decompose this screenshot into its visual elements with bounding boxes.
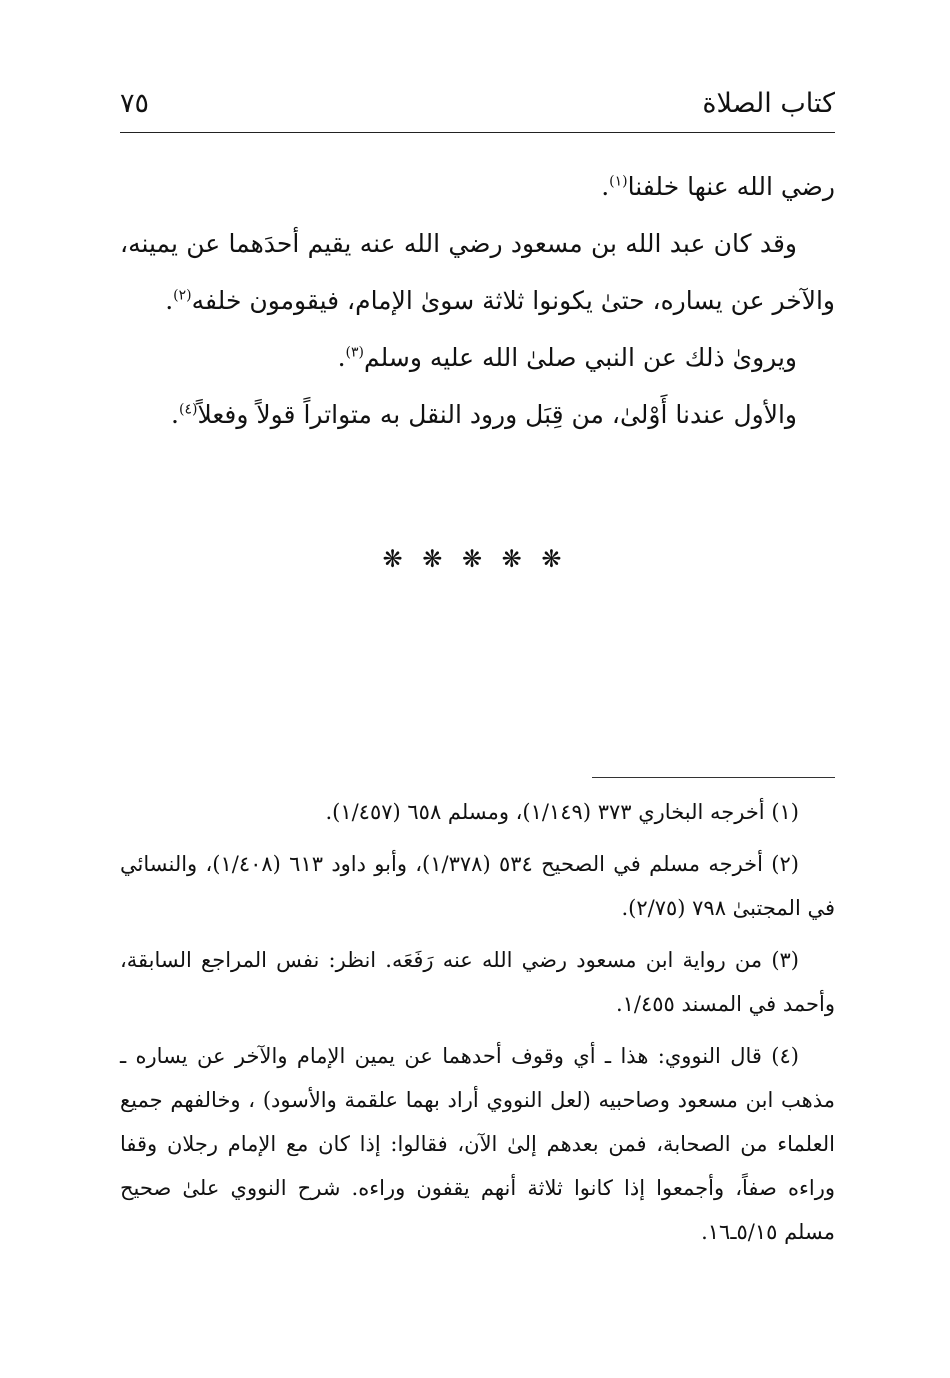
paragraph-4 [120,386,835,443]
chapter-title: كتاب الصلاة [702,88,835,119]
footnote-3: (٣) من رواية ابن مسعود رضي الله عنه رَفَعَه. انظر: نفس المراجع السابقة، وأحمد في المسند ١/٤٥٥. [120,948,835,1016]
paragraph-1-end: . [601,172,610,201]
footnote-1: (١) أخرجه البخاري ٣٧٣ (١/١٤٩)، ومسلم ٦٥٨ (١/٤٥٧). [325,800,799,824]
footnotes [120,790,835,1262]
footnote-ref-4[interactable]: (٤) [178,401,198,418]
paragraph-3-end: . [337,343,346,372]
paragraph-2-end: . [165,286,174,315]
page-number: ٧٥ [120,88,150,119]
main-text [120,158,835,443]
paragraph-1-text: رضي الله عنها خلفنا [627,172,835,201]
footnote-ref-3[interactable]: (٣) [345,344,364,361]
header-rule [120,132,835,133]
paragraph-2-text: وقد كان عبد الله بن مسعود رضي الله عنه يقيم أحدَهما عن يمينه، والآخر عن يساره، حتىٰ يكونوا ثلاثة سوىٰ الإمام، فيقومون خلفه [120,229,835,315]
footnote-2: (٢) أخرجه مسلم في الصحيح ٥٣٤ (١/٣٧٨)، وأبو داود ٦١٣ (١/٤٠٨)، والنسائي في المجتبىٰ ٧٩٨ (٢/٧٥). [120,852,835,920]
running-header [120,88,835,132]
paragraph-3-text: ويروىٰ ذلك عن النبي صلىٰ الله عليه وسلم [363,343,797,372]
footnote-rule [592,777,835,778]
paragraph-4-text: والأول عندنا أَوْلىٰ، من قِبَل ورود النقل به متواتراً قولاً وفعلاً [197,400,797,429]
footnote-ref-2[interactable]: (٢) [173,287,192,304]
paragraph-2 [120,215,835,329]
paragraph-3 [120,329,835,386]
paragraph-1 [120,158,835,215]
footnote-ref-1[interactable]: (١) [609,173,628,190]
paragraph-4-end: . [171,400,179,429]
footnote-4: (٤) قال النووي: هذا ـ أي وقوف أحدهما عن يمين الإمام والآخر عن يساره ـ مذهب ابن مسعود وصاحبيه (لعل النووي أراد بهما علقمة والأسود) ، وخالفهم جميع العلماء من الصحابة، فمن بعدهم إلىٰ الآن، فقالوا: إذا كان مع الإمام رجلان وقفا وراءه صفاً، وأجمعوا إذا كانوا ثلاثة أنهم يقفون وراءه. شرح النووي علىٰ صحيح مسلم ٥/١٥ـ١٦. [120,1044,835,1244]
section-separator: ❋ ❋ ❋ ❋ ❋ [382,545,568,573]
